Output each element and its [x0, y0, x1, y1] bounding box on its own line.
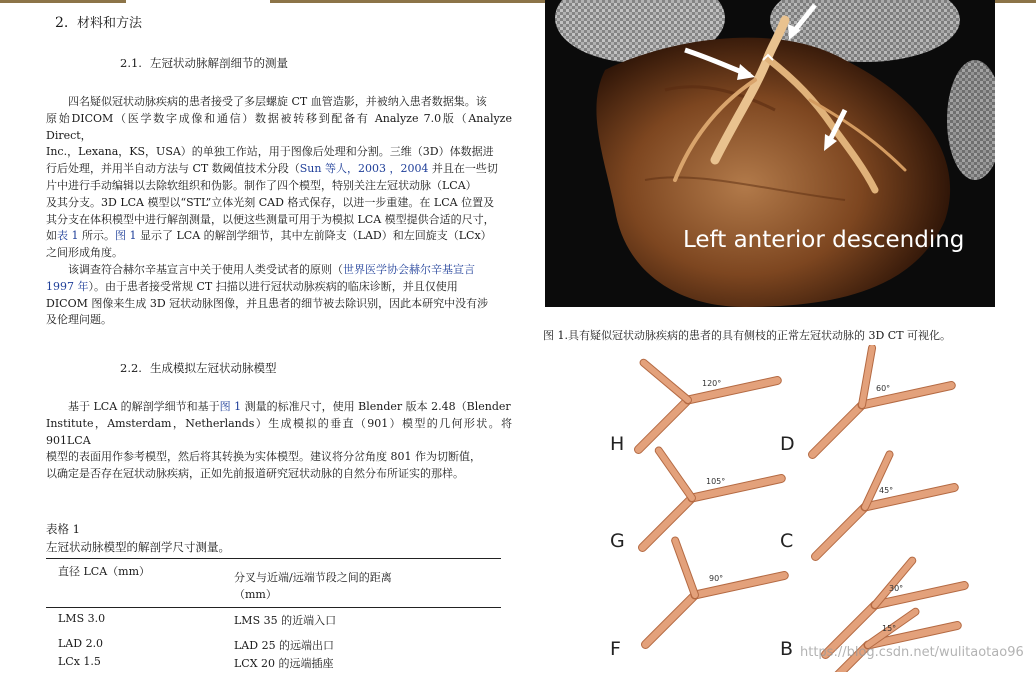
section-title: 材料和方法 — [77, 16, 143, 31]
model-d — [780, 348, 951, 455]
table-label: 表格 1 — [46, 522, 80, 536]
paragraph-line: Inc.，Lexana，KS，USA）的单独工作站，用于图像后处理和分割。三维（3D）体数据进 — [46, 145, 494, 159]
subsection-heading — [120, 360, 277, 376]
bifurcation-models — [600, 345, 1000, 672]
subsection-title: 左冠状动脉解剖细节的测量 — [150, 56, 288, 70]
figure-reference-link[interactable]: 图 1 — [219, 400, 242, 413]
model-letter: B — [780, 638, 794, 660]
paragraph-line — [46, 399, 512, 416]
paragraph-line: DICOM 图像来生成 3D 冠状动脉图像，并且患者的细节被去除识别，因此本研究中没有涉 — [46, 296, 489, 310]
figure-caption: 图 1.具有疑似冠状动脉疾病的患者的具有侧枝的正常左冠状动脉的 3D CT 可视化。 — [543, 329, 952, 342]
subsection-number: 2.1. — [120, 56, 142, 70]
table-reference-link[interactable]: 表 1 — [57, 229, 79, 243]
ct-figure — [545, 0, 995, 307]
top-border-segment — [0, 0, 126, 3]
subsection-heading — [120, 55, 288, 71]
paragraph-line — [46, 279, 512, 296]
table-cell: LCx 1.5 — [58, 655, 101, 668]
paragraph-2-1 — [46, 94, 512, 329]
paragraph-line: Institute，Amsterdam，Netherlands）生成模拟的垂直（901）模型的几何形状。将 901LCA — [46, 416, 512, 447]
heart-illustration — [545, 0, 995, 307]
text-span: ）。由于患者接受常规 CT 扫描以进行冠状动脉疾病的临床诊断，并且仅使用 — [88, 279, 458, 293]
paragraph-line: 以确定是否存在冠状动脉疾病，正如先前报道研究冠状动脉的自然分布所证实的那样。 — [46, 467, 464, 481]
model-letter: G — [610, 530, 625, 552]
reference-link[interactable]: Sun 等人，2003 ，2004 — [299, 162, 429, 176]
model-g — [610, 450, 781, 552]
table-header-diameter: 直径 LCA（mm） — [58, 565, 151, 578]
reference-link[interactable]: 世界医学协会赫尔辛基宣言 — [343, 262, 475, 276]
model-h — [610, 363, 777, 455]
overlay-label: Left anterior descending — [683, 227, 965, 253]
paragraph-line — [46, 228, 512, 245]
paragraph-2-2 — [46, 399, 512, 483]
table-header-distance: 分叉与近端/远端节段之间的距离 — [234, 571, 392, 584]
paragraph-line — [46, 262, 512, 279]
reference-link[interactable]: 1997 年 — [46, 279, 89, 293]
text-span: 行后处理，并用半自动方法与 CT 数阈值技术分段（ — [46, 162, 300, 176]
angle-label: 15° — [882, 624, 897, 633]
angle-label: 60° — [876, 384, 891, 393]
paragraph-line: 其分支在体积模型中进行解剖测量，以便这些测量可用于为模拟 LCA 模型提供合适的尺寸， — [46, 212, 495, 226]
angle-label: 105° — [706, 477, 726, 486]
text-span: 所示。 — [78, 229, 115, 243]
model-letter: C — [780, 530, 794, 552]
section-number: 2. — [55, 15, 69, 31]
model-letter: H — [610, 433, 625, 455]
figure-reference-link[interactable]: 图 1 — [115, 229, 137, 243]
paragraph-line: 模型的表面用作参考模型，然后将其转换为实体模型。建议将分岔角度 801 作为切断值， — [46, 450, 481, 464]
text-span: 基于 LCA 的解剖学细节和基于 — [68, 400, 220, 413]
model-letter: F — [610, 638, 621, 660]
model-diagrams — [600, 345, 1000, 672]
angle-label: 90° — [709, 574, 724, 583]
paragraph-line: 及其分支。3D LCA 模型以“STL”立体光刻 CAD 格式保存，以进一步重建。在 LCA 位置及 — [46, 195, 495, 209]
subsection-number: 2.2. — [120, 361, 142, 375]
model-c — [780, 454, 954, 556]
angle-label: 120° — [702, 379, 722, 388]
subsection-title: 生成模拟左冠状动脉模型 — [150, 361, 277, 375]
text-span: 测量的标准尺寸，使用 Blender 版本 2.48（Blender — [241, 400, 511, 413]
watermark: https://blog.csdn.net/wulitaotao96 — [800, 645, 1024, 660]
paragraph-line: 原始DICOM（医学数字成像和通信）数据被转移到配备有 Analyze 7.0版（Analyze Direct， — [46, 111, 512, 142]
table-cell: LAD 25 的远端出口 — [234, 639, 335, 652]
table-rule — [46, 607, 501, 608]
paragraph-line — [46, 161, 512, 178]
table-cell: LMS 35 的近端入口 — [234, 614, 337, 627]
paragraph-line: 之间形成角度。 — [46, 246, 123, 260]
model-f — [610, 540, 784, 660]
table-header-distance-unit: （mm） — [234, 588, 277, 601]
table-cell: LMS 3.0 — [58, 612, 106, 625]
paragraph-line: 四名疑似冠状动脉疾病的患者接受了多层螺旋 CT 血管造影，并被纳入患者数据集。该 — [68, 95, 487, 108]
text-span: 并且在一些切 — [428, 162, 498, 176]
section-heading — [55, 12, 142, 31]
paragraph-line: 片中进行手动编辑以去除软组织和伪影。制作了四个模型，特别关注左冠状动脉（LCA） — [46, 178, 477, 192]
table-cell: LAD 2.0 — [58, 637, 104, 650]
angle-label: 30° — [889, 584, 904, 593]
paragraph-line: 及伦理问题。 — [46, 313, 112, 327]
model-letter: D — [780, 433, 795, 455]
text-span: 如 — [46, 229, 57, 243]
table-cell: LCX 20 的远端插座 — [234, 657, 334, 670]
text-span: 显示了 LCA 的解剖学细节，其中左前降支（LAD）和左回旋支（LCx） — [136, 229, 492, 243]
text-span: 该调查符合赫尔辛基宣言中关于使用人类受试者的原则（ — [68, 262, 343, 276]
table-rule — [46, 558, 501, 559]
angle-label: 45° — [879, 486, 894, 495]
table-caption: 左冠状动脉模型的解剖学尺寸测量。 — [46, 540, 230, 554]
